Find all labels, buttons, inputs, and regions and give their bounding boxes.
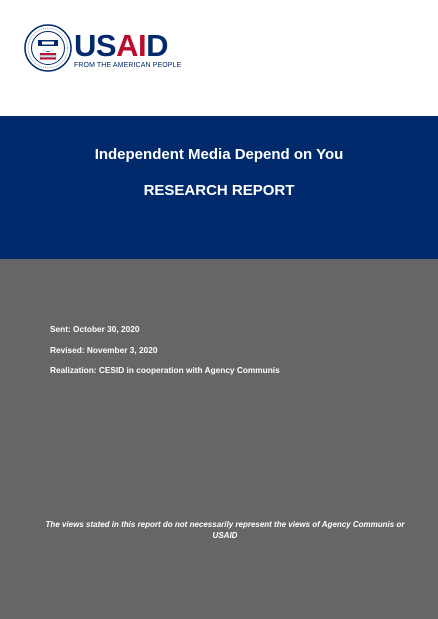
details-band	[0, 259, 438, 619]
revised-date: Revised: November 3, 2020	[50, 345, 158, 355]
usaid-wordmark	[74, 28, 182, 69]
realization-credit: Realization: CESID in cooperation with Agency Communis	[50, 365, 280, 375]
usaid-tagline: FROM THE AMERICAN PEOPLE	[74, 62, 182, 69]
logo-area	[0, 0, 438, 116]
sent-date: Sent: October 30, 2020	[50, 324, 140, 334]
report-title: Independent Media Depend on You	[94, 146, 344, 163]
usaid-brand: USAID	[74, 28, 168, 63]
usaid-seal-icon	[24, 24, 72, 72]
disclaimer: The views stated in this report do not necessarily represent the views of Agency Communis or USAID	[45, 520, 405, 540]
report-subtitle: RESEARCH REPORT	[143, 182, 295, 199]
